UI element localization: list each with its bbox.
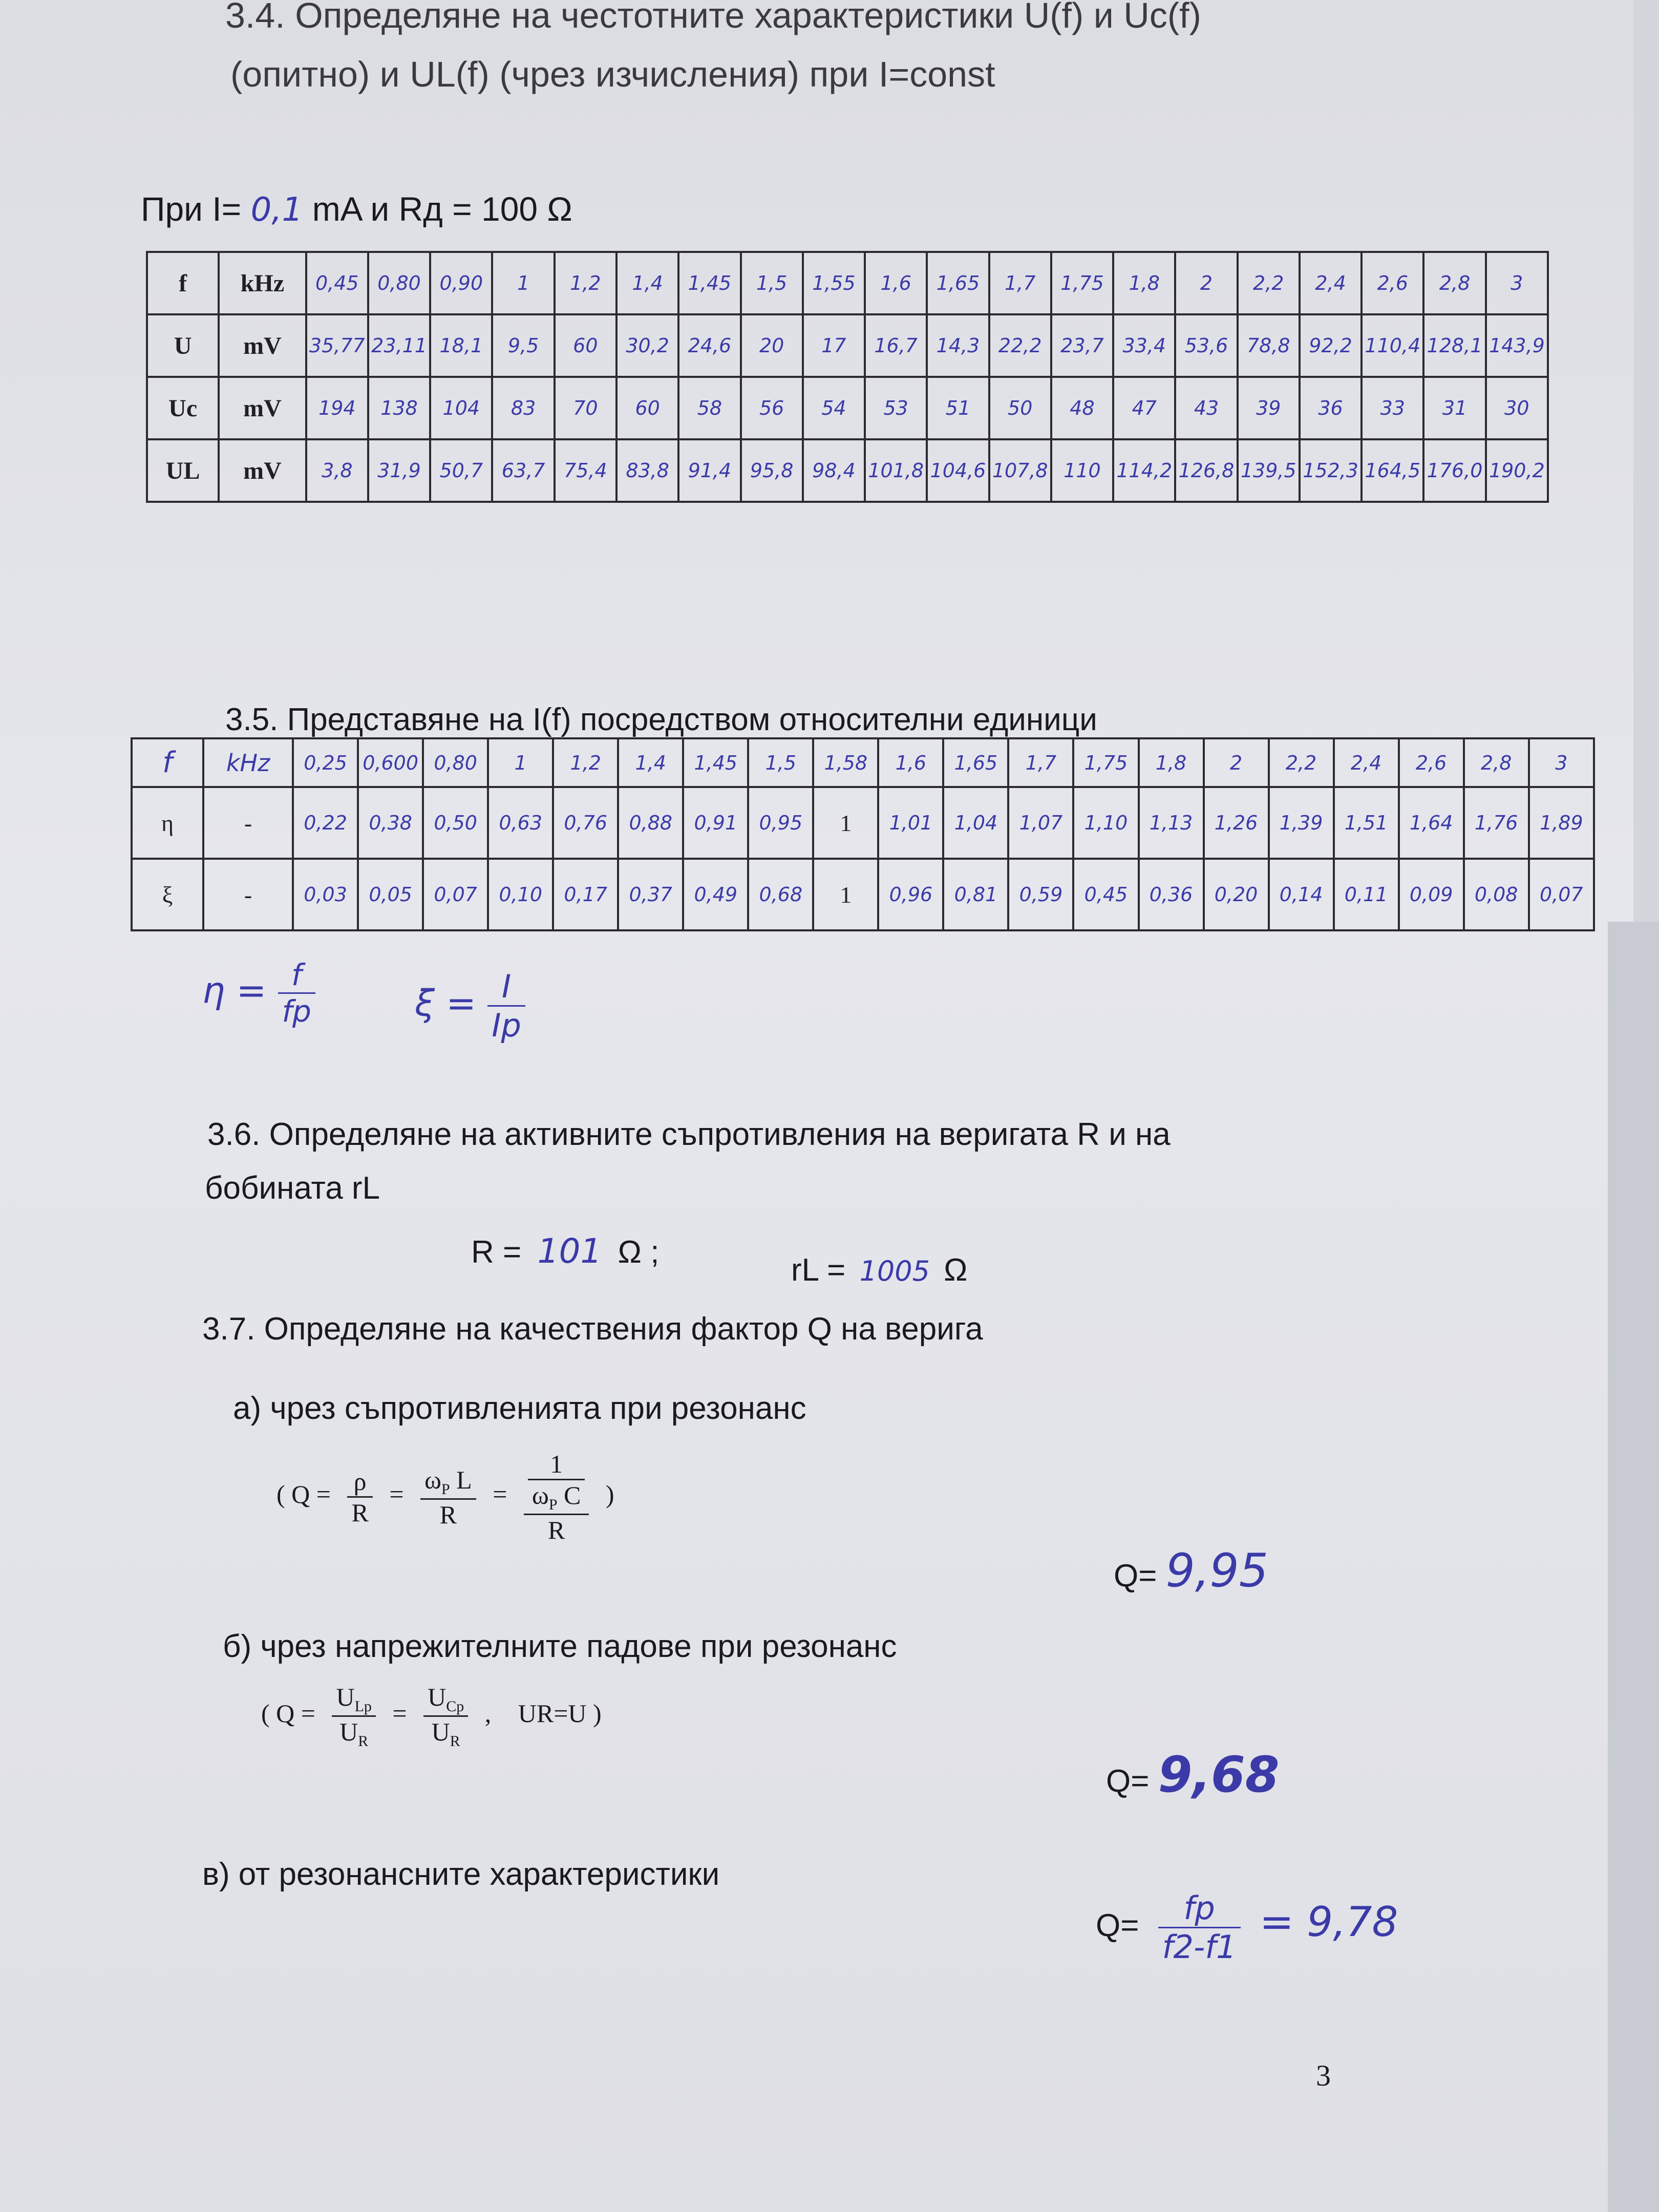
table2-cell: 1,39 — [1269, 787, 1334, 859]
table2-cell: 0,37 — [618, 859, 683, 930]
table1-cell: 70 — [555, 377, 616, 439]
table1-cell: 53,6 — [1175, 314, 1237, 377]
r-value: 101 — [537, 1231, 602, 1271]
table1-cell: 138 — [368, 377, 430, 439]
table1-cell: 20 — [741, 314, 803, 377]
table1-cell: 2,8 — [1423, 252, 1485, 314]
table1-cell: 0,90 — [430, 252, 492, 314]
table2-freq-cell: 1,45 — [683, 738, 748, 787]
method-b-label: б) чрез напрежителните падове при резонанс — [223, 1629, 897, 1664]
table2-cell: 1,04 — [943, 787, 1008, 859]
table2-cell: 0,91 — [683, 787, 748, 859]
table1-cell: 152,3 — [1300, 439, 1362, 502]
table1-cell: 91,4 — [678, 439, 740, 502]
xi-numerator: I — [487, 968, 525, 1007]
frequency-characteristics-table — [146, 251, 1549, 503]
table1-cell: 48 — [1051, 377, 1113, 439]
q-symbol-a: Q = — [291, 1479, 331, 1508]
dash-cell: - — [203, 787, 293, 859]
q-result-a — [1114, 1544, 1268, 1598]
table1-cell: 2 — [1175, 252, 1237, 314]
table1-cell: 17 — [803, 314, 865, 377]
dash-cell: - — [203, 859, 293, 930]
table1-cell: 190,2 — [1486, 439, 1548, 502]
fp-over-bandwidth — [1158, 1889, 1241, 1966]
section-3-6-heading-line1: 3.6. Определяне на активните съпротивления на веригата R и на — [207, 1117, 1171, 1152]
table1-cell: 0,80 — [368, 252, 430, 314]
table1-cell: 31,9 — [368, 439, 430, 502]
table2-cell: 0,09 — [1399, 859, 1464, 930]
table1-cell: 110 — [1051, 439, 1113, 502]
table2-freq-cell: 1 — [488, 738, 553, 787]
conditions-prefix: При I= — [141, 190, 242, 228]
table1-cell: 50 — [989, 377, 1051, 439]
table1-cell: 1,5 — [741, 252, 803, 314]
current-value: 0,1 — [250, 191, 303, 229]
table1-cell: 60 — [555, 314, 616, 377]
table2-row-xi — [132, 859, 1594, 930]
conditions-suffix: mA и Rд = 100 Ω — [312, 190, 572, 228]
table2-cell: 0,11 — [1334, 859, 1399, 930]
equals-a1: = — [389, 1479, 404, 1508]
table2-cell: 1,51 — [1334, 787, 1399, 859]
table2-cell: 0,38 — [358, 787, 423, 859]
table2-cell: 1,26 — [1204, 787, 1269, 859]
c-numerator: fр — [1158, 1889, 1241, 1928]
table1-cell: 110,4 — [1362, 314, 1423, 377]
comma-b: , — [484, 1698, 492, 1728]
rl-label: rL = — [791, 1252, 846, 1288]
table2-freq-cell: 1,8 — [1139, 738, 1204, 787]
table2-cell: 0,50 — [423, 787, 488, 859]
table2-cell: 0,88 — [618, 787, 683, 859]
q-label-a: Q= — [1114, 1558, 1157, 1593]
table1-cell: 1,55 — [803, 252, 865, 314]
unit-label: mV — [219, 314, 306, 377]
xi-definition — [415, 968, 525, 1044]
table1-cell: 24,6 — [678, 314, 740, 377]
table2-freq-cell: 1,75 — [1073, 738, 1138, 787]
table1-cell: 16,7 — [865, 314, 927, 377]
table2-freq-cell: 2,4 — [1334, 738, 1399, 787]
table1-cell: 23,11 — [368, 314, 430, 377]
table1-cell: 47 — [1113, 377, 1175, 439]
formula-a — [276, 1449, 614, 1545]
section-3-4-heading-line1: 3.4. Определяне на честотните характеристики U(f) и Uc(f) — [225, 0, 1201, 35]
row-label: ξ — [132, 859, 203, 930]
table1-cell: 54 — [803, 377, 865, 439]
table2-cell: 0,05 — [358, 859, 423, 930]
table2-cell: 1,64 — [1399, 787, 1464, 859]
table1-cell: 58 — [678, 377, 740, 439]
table1-cell: 35,77 — [306, 314, 368, 377]
omega-l-over-r: $\frac{\omega_P L}{R}$ — [420, 1465, 476, 1529]
table1-cell: 23,7 — [1051, 314, 1113, 377]
table2-freq-cell: 1,7 — [1008, 738, 1073, 787]
rl-value: 1005 — [859, 1255, 930, 1287]
method-a-label: а) чрез съпротивленията при резонанс — [233, 1391, 806, 1426]
table2-cell: 0,20 — [1204, 859, 1269, 930]
table2-cell: 0,10 — [488, 859, 553, 930]
q-value-a: 9,95 — [1165, 1544, 1269, 1598]
section-3-5-heading: 3.5. Представяне на I(f) посредством относителни единици — [225, 702, 1097, 737]
ucp-over-ur: $\frac{U_{Cp}}{U_R}$ — [423, 1682, 468, 1750]
ur-equals-u: UR=U — [518, 1698, 587, 1728]
method-c-label: в) от резонансните характеристики — [202, 1857, 720, 1892]
formula-b — [261, 1682, 602, 1750]
eta-lhs: η = — [202, 969, 267, 1012]
table1-cell: 1,75 — [1051, 252, 1113, 314]
xi-lhs: ξ = — [415, 982, 476, 1025]
page-number: 3 — [1316, 2059, 1331, 2092]
table2-cell: 0,76 — [553, 787, 618, 859]
table1-cell: 31 — [1423, 377, 1485, 439]
table2-freq-cell: 0,600 — [358, 738, 423, 787]
q-result-b — [1106, 1746, 1280, 1803]
section-3-4-heading-line2: (опитно) и UL(f) (чрез изчисления) при I=const — [230, 54, 995, 94]
table2-freq-cell: 2,6 — [1399, 738, 1464, 787]
table2-cell: 0,81 — [943, 859, 1008, 930]
table2-cell: 0,07 — [423, 859, 488, 930]
table2-header-row — [132, 738, 1594, 787]
q-symbol-b: Q = — [276, 1698, 315, 1728]
table1-row-ul — [147, 439, 1548, 502]
row-label: f — [147, 252, 219, 314]
table2-freq-cell: 1,65 — [943, 738, 1008, 787]
table2-cell: 0,14 — [1269, 859, 1334, 930]
table1-cell: 2,2 — [1238, 252, 1300, 314]
table1-cell: 75,4 — [555, 439, 616, 502]
table1-cell: 1,45 — [678, 252, 740, 314]
table1-cell: 33,4 — [1113, 314, 1175, 377]
table1-cell: 56 — [741, 377, 803, 439]
table1-cell: 30 — [1486, 377, 1548, 439]
table2-freq-cell: 0,25 — [293, 738, 358, 787]
table1-cell: 1,65 — [927, 252, 989, 314]
table1-cell: 43 — [1175, 377, 1237, 439]
resistance-r-line — [471, 1231, 659, 1271]
rho-over-r: $\frac{\rho}{R}$ — [347, 1466, 372, 1527]
table1-cell: 139,5 — [1238, 439, 1300, 502]
table2-freq-cell: 1,5 — [748, 738, 813, 787]
equals-a2: = — [493, 1479, 507, 1508]
eta-denominator: fр — [282, 994, 311, 1029]
row-label: Uc — [147, 377, 219, 439]
table1-cell: 1,8 — [1113, 252, 1175, 314]
table1-cell: 14,3 — [927, 314, 989, 377]
table1-row-u — [147, 314, 1548, 377]
table2-freq-cell: 1,58 — [813, 738, 878, 787]
table1-cell: 50,7 — [430, 439, 492, 502]
paren-close-a: ) — [605, 1479, 614, 1508]
table2-cell: 1,13 — [1139, 787, 1204, 859]
table2-cell: 0,36 — [1139, 859, 1204, 930]
section-3-7-heading: 3.7. Определяне на качествения фактор Q на верига — [202, 1311, 983, 1347]
table1-row-f — [147, 252, 1548, 314]
table2-cell: 0,22 — [293, 787, 358, 859]
eta-fraction — [278, 958, 315, 1029]
table2-cell: 0,63 — [488, 787, 553, 859]
table2-cell: 0,03 — [293, 859, 358, 930]
paren-open-a: ( — [276, 1479, 285, 1508]
table1-row-uc — [147, 377, 1548, 439]
table2-cell: 1,89 — [1529, 787, 1594, 859]
conditions-line — [141, 189, 572, 229]
resistance-rl-line — [791, 1252, 968, 1288]
q-value-b: 9,68 — [1158, 1746, 1280, 1803]
table2-cell: 0,07 — [1529, 859, 1594, 930]
table2-freq-cell: 0,80 — [423, 738, 488, 787]
page-edge — [1608, 922, 1659, 2212]
table2-cell: 1,01 — [878, 787, 943, 859]
xi-fraction — [487, 968, 525, 1044]
table2-freq-cell: 3 — [1529, 738, 1594, 787]
table1-cell: 30,2 — [616, 314, 678, 377]
rl-unit: Ω — [944, 1252, 968, 1288]
table2-cell: 0,68 — [748, 859, 813, 930]
q-label-c: Q= — [1096, 1907, 1139, 1943]
table1-cell: 39 — [1238, 377, 1300, 439]
table2-row-eta — [132, 787, 1594, 859]
c-denominator: f2-f1 — [1162, 1928, 1237, 1966]
table2-cell: 1 — [813, 787, 878, 859]
table1-cell: 51 — [927, 377, 989, 439]
table1-cell: 63,7 — [492, 439, 554, 502]
q-value-c: = 9,78 — [1259, 1898, 1398, 1946]
row-label: UL — [147, 439, 219, 502]
table1-cell: 114,2 — [1113, 439, 1175, 502]
table2-cell: 1,76 — [1464, 787, 1529, 859]
table1-cell: 164,5 — [1362, 439, 1423, 502]
header-unit: kHz — [203, 738, 293, 787]
table1-cell: 107,8 — [989, 439, 1051, 502]
table1-cell: 1,7 — [989, 252, 1051, 314]
table1-cell: 101,8 — [865, 439, 927, 502]
table1-cell: 3,8 — [306, 439, 368, 502]
unit-label: mV — [219, 439, 306, 502]
table1-cell: 143,9 — [1486, 314, 1548, 377]
table1-cell: 1 — [492, 252, 554, 314]
table2-cell: 0,59 — [1008, 859, 1073, 930]
table1-cell: 9,5 — [492, 314, 554, 377]
table1-cell: 104,6 — [927, 439, 989, 502]
table2-cell: 0,17 — [553, 859, 618, 930]
table2-freq-cell: 2 — [1204, 738, 1269, 787]
inverse-omega-c-over-r: $\frac{\frac{1}{\omega_P C}}{R}$ — [524, 1449, 589, 1545]
table1-cell: 104 — [430, 377, 492, 439]
table1-cell: 2,4 — [1300, 252, 1362, 314]
table1-cell: 176,0 — [1423, 439, 1485, 502]
table1-cell: 128,1 — [1423, 314, 1485, 377]
table1-cell: 1,4 — [616, 252, 678, 314]
header-f: f — [132, 738, 203, 787]
table1-cell: 60 — [616, 377, 678, 439]
table2-cell: 1 — [813, 859, 878, 930]
table2-cell: 1,07 — [1008, 787, 1073, 859]
table2-cell: 0,08 — [1464, 859, 1529, 930]
table2-freq-cell: 1,2 — [553, 738, 618, 787]
xi-denominator: Iр — [492, 1007, 521, 1044]
r-label: R = — [471, 1235, 522, 1270]
table2-cell: 0,49 — [683, 859, 748, 930]
table1-cell: 1,6 — [865, 252, 927, 314]
ulp-over-ur: $\frac{U_{Lp}}{U_R}$ — [332, 1682, 375, 1750]
q-label-b: Q= — [1106, 1763, 1150, 1799]
table1-cell: 126,8 — [1175, 439, 1237, 502]
table2-cell: 0,45 — [1073, 859, 1138, 930]
table1-cell: 194 — [306, 377, 368, 439]
table1-cell: 33 — [1362, 377, 1423, 439]
paren-open-b: ( — [261, 1698, 270, 1728]
table1-cell: 83 — [492, 377, 554, 439]
q-result-c — [1096, 1889, 1398, 1966]
eta-definition — [202, 958, 315, 1029]
table1-cell: 22,2 — [989, 314, 1051, 377]
unit-label: mV — [219, 377, 306, 439]
table1-cell: 78,8 — [1238, 314, 1300, 377]
table1-cell: 53 — [865, 377, 927, 439]
table1-cell: 18,1 — [430, 314, 492, 377]
row-label: η — [132, 787, 203, 859]
unit-label: kHz — [219, 252, 306, 314]
table1-cell: 92,2 — [1300, 314, 1362, 377]
r-unit: Ω ; — [618, 1235, 660, 1270]
table1-cell: 95,8 — [741, 439, 803, 502]
table1-cell: 0,45 — [306, 252, 368, 314]
row-label: U — [147, 314, 219, 377]
paren-close-b: ) — [593, 1698, 602, 1728]
table2-freq-cell: 2,2 — [1269, 738, 1334, 787]
table1-cell: 1,2 — [555, 252, 616, 314]
table2-freq-cell: 1,6 — [878, 738, 943, 787]
table1-cell: 36 — [1300, 377, 1362, 439]
relative-units-table — [131, 737, 1595, 931]
table2-cell: 0,95 — [748, 787, 813, 859]
section-3-6-heading-line2: бобината rL — [205, 1171, 380, 1206]
table2-freq-cell: 1,4 — [618, 738, 683, 787]
table2-freq-cell: 2,8 — [1464, 738, 1529, 787]
eta-numerator: f — [278, 958, 315, 994]
table1-cell: 2,6 — [1362, 252, 1423, 314]
table1-cell: 98,4 — [803, 439, 865, 502]
table2-cell: 0,96 — [878, 859, 943, 930]
table2-cell: 1,10 — [1073, 787, 1138, 859]
equals-b: = — [392, 1698, 407, 1728]
table1-cell: 83,8 — [616, 439, 678, 502]
table1-cell: 3 — [1486, 252, 1548, 314]
